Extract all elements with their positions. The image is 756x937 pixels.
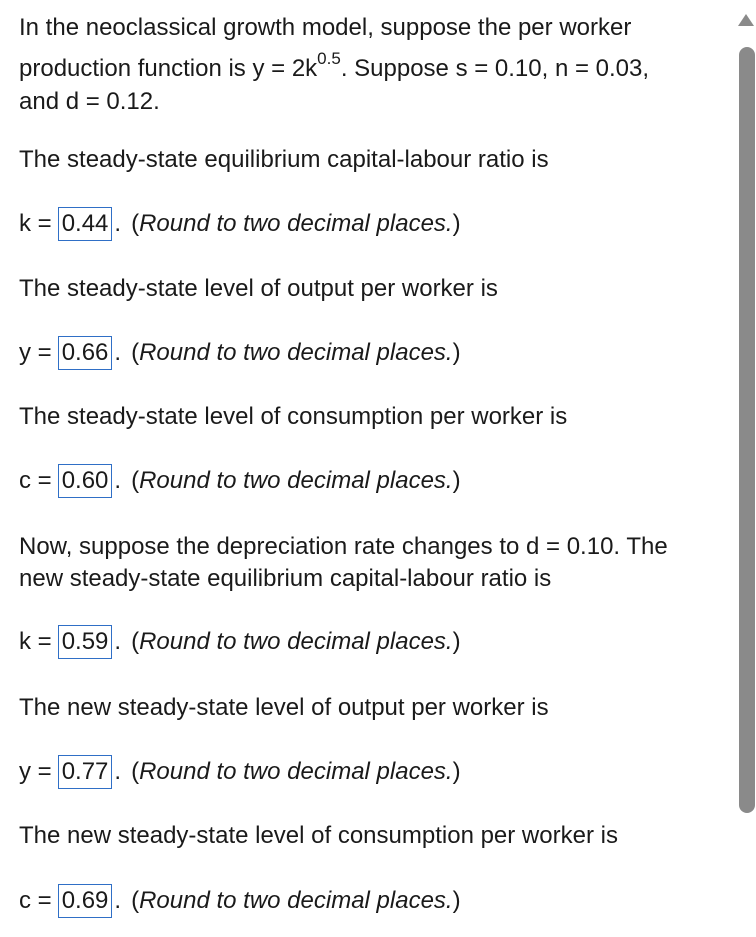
answer-input-new-c[interactable]: 0.69 (58, 884, 113, 918)
problem-exponent: 0.5 (317, 49, 341, 68)
answer-input-new-y[interactable]: 0.77 (58, 755, 113, 789)
problem-intro-line2 (19, 49, 650, 85)
answer-period: . (114, 887, 122, 914)
answer-variable: y = (19, 758, 52, 785)
problem-intro-line3: and d = 0.12. (19, 88, 160, 115)
rounding-hint: (Round to two decimal places.) (131, 210, 461, 237)
question-prompt: The new steady-state level of consumption per worker is (19, 822, 618, 849)
problem-intro-text-a: production function is y = 2k (19, 55, 318, 82)
question-prompt: The new steady-state level of output per worker is (19, 694, 549, 721)
answer-variable: c = (19, 887, 52, 914)
question-prompt: The steady-state level of consumption per worker is (19, 403, 568, 430)
answer-period: . (114, 467, 122, 494)
rounding-hint: (Round to two decimal places.) (131, 887, 461, 914)
answer-input-c[interactable]: 0.60 (58, 464, 113, 498)
answer-variable: c = (19, 467, 52, 494)
rounding-hint: (Round to two decimal places.) (131, 758, 461, 785)
rounding-hint: (Round to two decimal places.) (131, 467, 461, 494)
answer-row (19, 624, 461, 660)
scrollbar-thumb[interactable] (739, 47, 755, 813)
answer-input-y[interactable]: 0.66 (58, 336, 113, 370)
problem-intro-line1: In the neoclassical growth model, suppose the per worker (19, 14, 632, 41)
answer-row (19, 206, 461, 242)
question-prompt-line2: new steady-state equilibrium capital-labour ratio is (19, 565, 552, 592)
vertical-scrollbar[interactable] (734, 0, 756, 937)
answer-variable: k = (19, 210, 52, 237)
problem-intro-text-b: . Suppose s = 0.10, n = 0.03, (340, 55, 650, 82)
answer-row (19, 463, 461, 499)
answer-period: . (114, 210, 122, 237)
answer-variable: y = (19, 339, 52, 366)
answer-row (19, 335, 461, 371)
answer-row (19, 883, 461, 919)
answer-period: . (114, 339, 122, 366)
answer-variable: k = (19, 628, 52, 655)
question-prompt-line1: Now, suppose the depreciation rate changes to d = 0.10. The (19, 533, 668, 560)
answer-row (19, 754, 461, 790)
question-prompt: The steady-state equilibrium capital-labour ratio is (19, 146, 549, 173)
rounding-hint: (Round to two decimal places.) (131, 628, 461, 655)
answer-input-k[interactable]: 0.44 (58, 207, 113, 241)
answer-input-new-k[interactable]: 0.59 (58, 625, 113, 659)
scroll-up-arrow-icon[interactable] (738, 14, 754, 26)
answer-period: . (114, 758, 122, 785)
rounding-hint: (Round to two decimal places.) (131, 339, 461, 366)
answer-period: . (114, 628, 122, 655)
question-prompt: The steady-state level of output per worker is (19, 275, 498, 302)
